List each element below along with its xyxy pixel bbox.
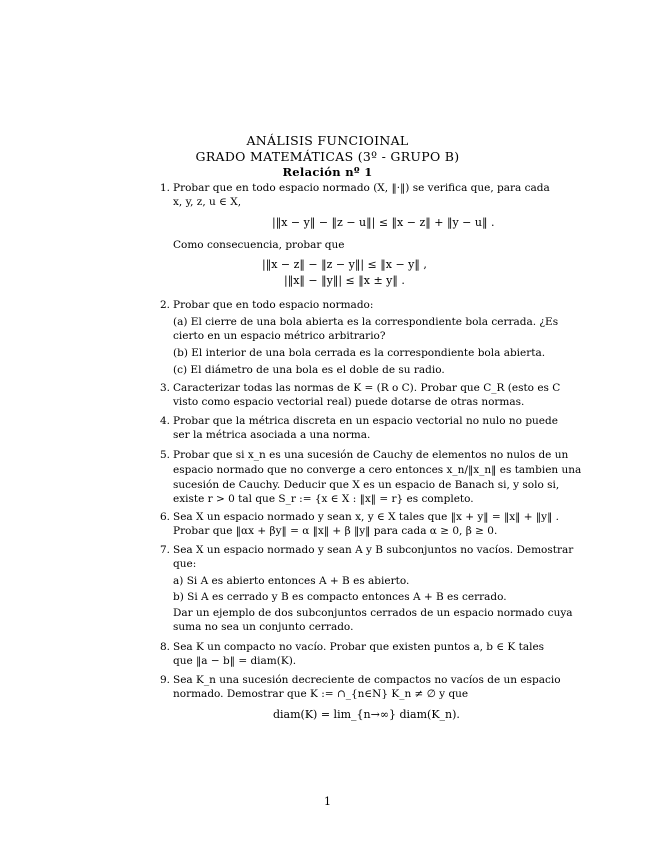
problem-2-line-1: Probar que en todo espacio normado:: [173, 299, 374, 311]
problem-3-line-2: visto como espacio vectorial real) puede dotarse de otras normas.: [173, 396, 525, 408]
problem-4-number: 4.: [160, 415, 171, 427]
problem-2-part-c: (c) El diámetro de una bola es el doble de su radio.: [173, 364, 445, 376]
problem-9-equation: diam(K) = lim_{n→∞} diam(K_n).: [273, 708, 460, 721]
course-group: GRADO MATEMÁTICAS (3º - GRUPO B): [195, 149, 460, 164]
problem-7-example-1: Dar un ejemplo de dos subconjuntos cerrados de un espacio normado cuya: [173, 607, 573, 619]
problem-3-line-1: Caracterizar todas las normas de K = (R o C). Probar que C_R (esto es C: [173, 382, 561, 394]
problem-7-example-2: suma no sea un conjunto cerrado.: [173, 621, 354, 633]
problem-1-equation: |‖x − y‖ − ‖z − u‖| ≤ ‖x − z‖ + ‖y − u‖ .: [272, 216, 495, 229]
problem-1-line-1: Probar que en todo espacio normado (X, ‖·‖) se verifica que, para cada: [173, 182, 550, 194]
problem-1-number: 1.: [160, 182, 171, 194]
problem-7-part-b: b) Si A es cerrado y B es compacto entonces A + B es cerrado.: [173, 591, 507, 603]
problem-2-part-a-2: cierto en un espacio métrico arbitrario?: [173, 330, 386, 342]
problem-7-line-2: que:: [173, 558, 197, 570]
problem-4-line-2: ser la métrica asociada a una norma.: [173, 429, 371, 441]
problem-2-part-a-1: (a) El cierre de una bola abierta es la correspondiente bola cerrada. ¿Es: [173, 316, 559, 328]
problem-6-line-1: Sea X un espacio normado y sean x, y ∈ X tales que ‖x + y‖ = ‖x‖ + ‖y‖ .: [173, 511, 559, 523]
problem-2-part-b: (b) El interior de una bola cerrada es la correspondiente bola abierta.: [173, 347, 546, 359]
problem-5-line-4: existe r > 0 tal que S_r := {x ∈ X : ‖x‖ = r} es completo.: [173, 493, 474, 505]
sheet-number: Relación nº 1: [282, 165, 373, 179]
problem-4-line-1: Probar que la métrica discreta en un espacio vectorial no nulo no puede: [173, 415, 558, 427]
problem-2-number: 2.: [160, 299, 171, 311]
problem-9-number: 9.: [160, 674, 171, 686]
problem-6-line-2: Probar que ‖αx + βy‖ = α ‖x‖ + β ‖y‖ para cada α ≥ 0, β ≥ 0.: [173, 525, 498, 537]
problem-6-number: 6.: [160, 511, 171, 523]
page-number: 1: [324, 795, 331, 808]
course-title: ANÁLISIS FUNCIOINAL: [246, 133, 409, 148]
problem-1-equation-2b: |‖x‖ − ‖y‖| ≤ ‖x ± y‖ .: [284, 274, 405, 287]
problem-7-number: 7.: [160, 544, 171, 556]
problem-8-line-2: que ‖a − b‖ = diam(K).: [173, 655, 297, 667]
problem-7-part-a: a) Si A es abierto entonces A + B es abierto.: [173, 575, 410, 587]
problem-1-line-2: x, y, z, u ∈ X,: [173, 196, 242, 208]
problem-5-line-2: espacio normado que no converge a cero entonces x_n/‖x_n‖ es tambien una: [173, 464, 582, 476]
problem-7-line-1: Sea X un espacio normado y sean A y B subconjuntos no vacíos. Demostrar: [173, 544, 574, 556]
problem-9-line-1: Sea K_n una sucesión decreciente de compactos no vacíos de un espacio: [173, 674, 561, 686]
problem-5-line-1: Probar que si x_n es una sucesión de Cauchy de elementos no nulos de un: [173, 449, 569, 461]
problem-5-line-3: sucesión de Cauchy. Deducir que X es un espacio de Banach si, y solo si,: [173, 479, 560, 491]
problem-8-number: 8.: [160, 641, 171, 653]
problem-1-followup: Como consecuencia, probar que: [173, 239, 345, 251]
problem-3-number: 3.: [160, 382, 171, 394]
problem-5-number: 5.: [160, 449, 171, 461]
problem-8-line-1: Sea K un compacto no vacío. Probar que existen puntos a, b ∈ K tales: [173, 641, 545, 653]
problem-1-equation-2a: |‖x − z‖ − ‖z − y‖| ≤ ‖x − y‖ ,: [262, 258, 427, 271]
problem-9-line-2: normado. Demostrar que K := ∩_{n∈N} K_n ≠ ∅ y que: [173, 688, 469, 700]
